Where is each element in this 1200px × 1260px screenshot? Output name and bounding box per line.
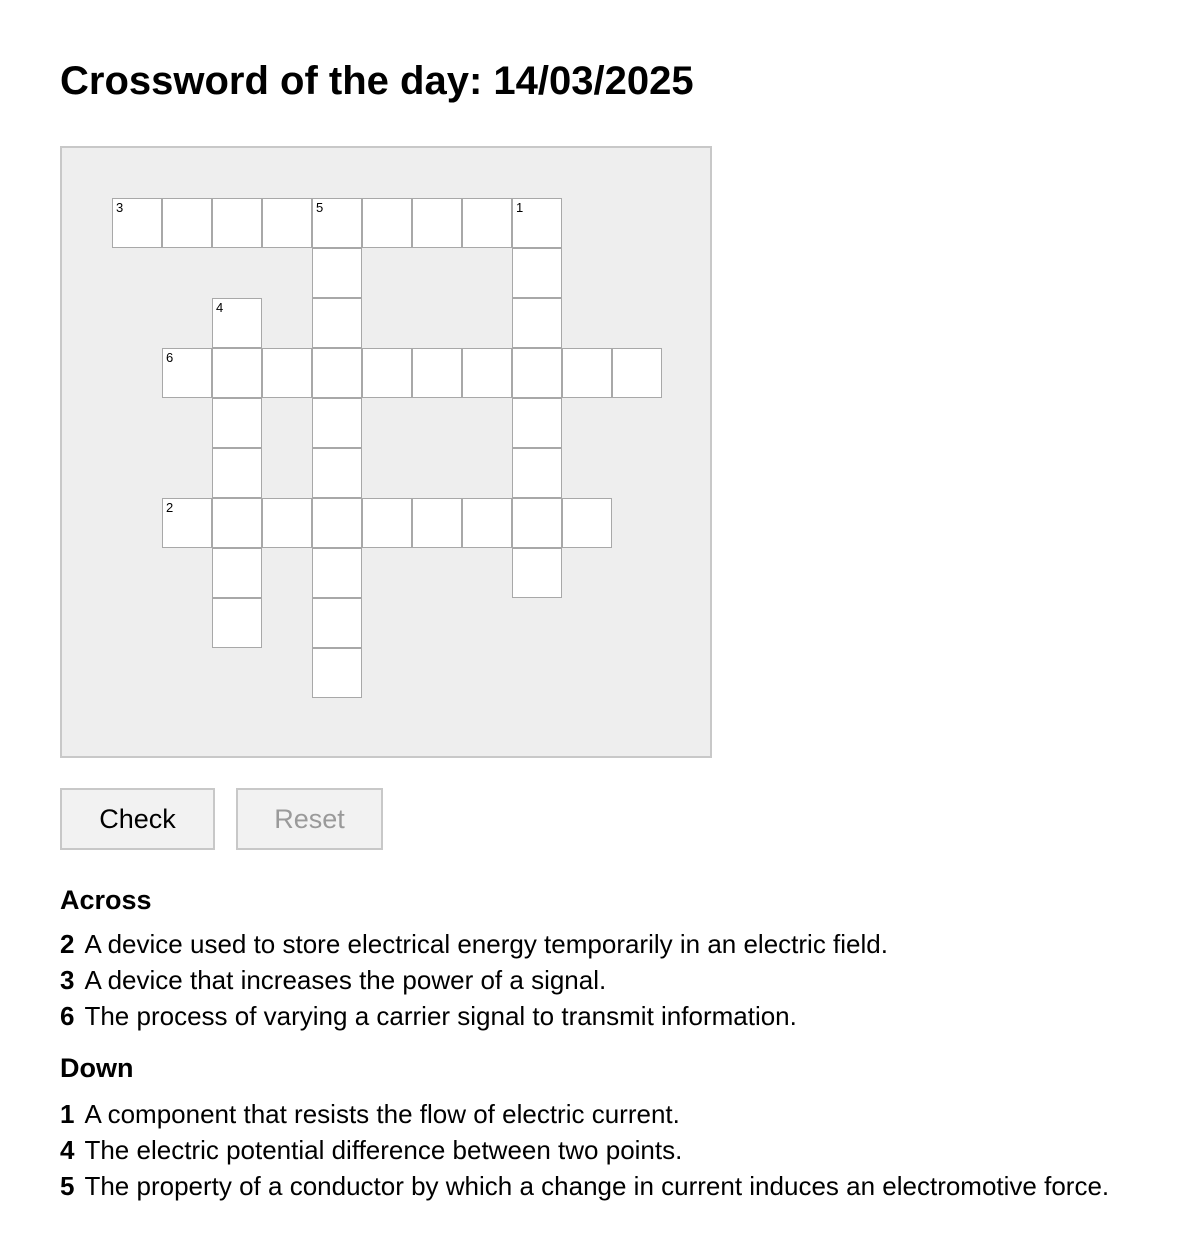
grid-cell[interactable]: [262, 198, 312, 248]
clue-item[interactable]: [60, 1168, 1140, 1204]
down-clue-list: [60, 1096, 1140, 1204]
cell-number: 4: [216, 300, 224, 315]
page-title: Crossword of the day: 14/03/2025: [60, 59, 694, 103]
grid-cell[interactable]: [462, 348, 512, 398]
grid-cell[interactable]: [512, 398, 562, 448]
grid-cell[interactable]: [212, 198, 262, 248]
across-heading: Across: [60, 885, 152, 915]
grid-cell[interactable]: [312, 548, 362, 598]
clue-text: The property of a conductor by which a change in current induces an electromotive force.: [84, 1171, 1110, 1201]
clue-item[interactable]: [60, 998, 1140, 1034]
grid-cell[interactable]: [512, 298, 562, 348]
grid-cell[interactable]: [312, 348, 362, 398]
grid-cell[interactable]: [312, 648, 362, 698]
clue-text: A device that increases the power of a signal.: [84, 965, 607, 995]
grid-cell[interactable]: [362, 348, 412, 398]
grid-cell[interactable]: [312, 598, 362, 648]
grid-cell[interactable]: [312, 198, 362, 248]
clue-number: 6: [60, 1001, 75, 1031]
grid-cell[interactable]: [612, 348, 662, 398]
cell-number: 1: [516, 200, 524, 215]
clue-number: 1: [60, 1099, 75, 1129]
clue-text: A component that resists the flow of electric current.: [84, 1099, 680, 1129]
grid-cell[interactable]: [262, 498, 312, 548]
cell-number: 6: [166, 350, 174, 365]
grid-cell[interactable]: [412, 198, 462, 248]
grid-cell[interactable]: [462, 198, 512, 248]
grid-cell[interactable]: [512, 548, 562, 598]
cell-number: 5: [316, 200, 324, 215]
check-button[interactable]: Check: [60, 788, 215, 850]
grid-cell[interactable]: [562, 498, 612, 548]
clue-text: A device used to store electrical energy temporarily in an electric field.: [84, 929, 888, 959]
cell-number: 2: [166, 500, 174, 515]
grid-cell[interactable]: [162, 348, 212, 398]
grid-cell[interactable]: [512, 448, 562, 498]
clue-number: 4: [60, 1135, 75, 1165]
grid-cell[interactable]: [312, 448, 362, 498]
grid-cell[interactable]: [362, 198, 412, 248]
grid-cell[interactable]: [112, 198, 162, 248]
grid-cell[interactable]: [312, 398, 362, 448]
grid-cell[interactable]: [512, 348, 562, 398]
clue-text: The process of varying a carrier signal to transmit information.: [84, 1001, 797, 1031]
grid-cell[interactable]: [262, 348, 312, 398]
grid-cell[interactable]: [512, 198, 562, 248]
clue-item[interactable]: [60, 1132, 1140, 1168]
grid-cell[interactable]: [412, 498, 462, 548]
grid-cell[interactable]: [312, 248, 362, 298]
grid-cell[interactable]: [162, 198, 212, 248]
grid-cell[interactable]: [512, 248, 562, 298]
grid-cell[interactable]: [312, 298, 362, 348]
clue-number: 2: [60, 929, 75, 959]
grid-cell[interactable]: [512, 498, 562, 548]
grid-cell[interactable]: [212, 298, 262, 348]
clue-item[interactable]: [60, 1096, 1140, 1132]
grid-cell[interactable]: [212, 348, 262, 398]
clue-number: 5: [60, 1171, 75, 1201]
clue-item[interactable]: [60, 926, 1140, 962]
grid-cell[interactable]: [412, 348, 462, 398]
grid-cell[interactable]: [212, 598, 262, 648]
grid-cell[interactable]: [212, 448, 262, 498]
clue-number: 3: [60, 965, 75, 995]
reset-button[interactable]: Reset: [236, 788, 383, 850]
crossword-grid: [60, 146, 712, 758]
clue-text: The electric potential difference between two points.: [84, 1135, 683, 1165]
grid-cell[interactable]: [212, 548, 262, 598]
across-clue-list: [60, 926, 1140, 1034]
grid-cell[interactable]: [462, 498, 512, 548]
grid-cell[interactable]: [212, 398, 262, 448]
grid-cell[interactable]: [312, 498, 362, 548]
down-heading: Down: [60, 1053, 134, 1083]
clue-item[interactable]: [60, 962, 1140, 998]
grid-cell[interactable]: [362, 498, 412, 548]
grid-cell[interactable]: [562, 348, 612, 398]
cell-number: 3: [116, 200, 124, 215]
grid-cell[interactable]: [212, 498, 262, 548]
grid-cell[interactable]: [162, 498, 212, 548]
